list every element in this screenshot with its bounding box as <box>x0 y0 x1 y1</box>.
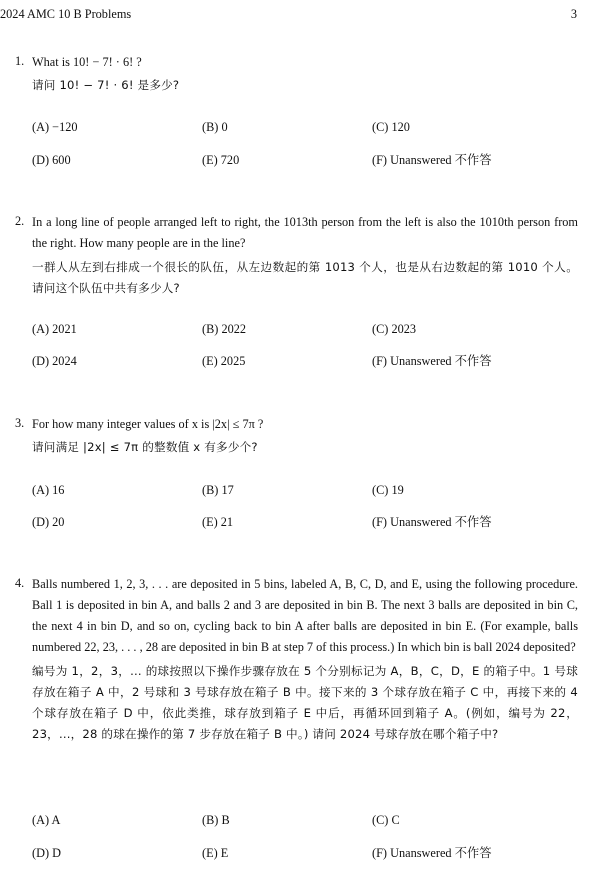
header-title: 2024 AMC 10 B Problems <box>0 7 132 21</box>
option-a[interactable]: (A) 2021 <box>32 322 77 336</box>
question-en: What is 10! − 7! · 6! ? <box>32 55 142 69</box>
question-zh: 请问 10! − 7! · 6! 是多少? <box>32 78 180 92</box>
option-a[interactable]: (A) 16 <box>32 483 65 497</box>
option-f-unanswered[interactable]: (F) Unanswered 不作答 <box>372 354 492 368</box>
option-d[interactable]: (D) D <box>32 846 62 860</box>
option-a[interactable]: (A) −120 <box>32 120 78 134</box>
option-f-unanswered[interactable]: (F) Unanswered 不作答 <box>372 515 492 529</box>
option-d[interactable]: (D) 2024 <box>32 354 77 368</box>
problem-stem <box>32 414 578 457</box>
option-f-unanswered[interactable]: (F) Unanswered 不作答 <box>372 153 492 167</box>
option-b[interactable]: (B) 17 <box>202 483 234 497</box>
problem-number: 4. <box>15 576 25 590</box>
question-en: Balls numbered 1, 2, 3, . . . are deposited in 5 bins, labeled A, B, C, D, and E, using the following procedure. Ball 1 is deposited in bin A, and balls 2 and 3 are deposited in bin B. The next 3 balls are deposited in bin C, the next 4 in bin D, and so on, cycling back to bin A after balls are deposited in bin E. (For example, balls numbered 22, 23, . . . , 28 are deposited in bin B at step 7 of this process.) In which bin is ball 2024 deposited? <box>32 577 578 654</box>
problem-stem <box>32 52 578 95</box>
problem-number: 2. <box>15 214 25 228</box>
page-header <box>0 5 577 23</box>
page-number: 3 <box>570 7 577 21</box>
problem-stem <box>32 212 578 299</box>
problem-number: 1. <box>15 54 25 68</box>
option-c[interactable]: (C) 19 <box>372 483 404 497</box>
option-b[interactable]: (B) 2022 <box>202 322 247 336</box>
question-zh: 请问满足 |2x| ≤ 7π 的整数值 x 有多少个? <box>32 440 258 454</box>
option-d[interactable]: (D) 20 <box>32 515 65 529</box>
option-b[interactable]: (B) 0 <box>202 120 228 134</box>
question-zh: 编号为 1，2，3，... 的球按照以下操作步骤存放在 5 个分别标记为 A，B，C，D，E 的箱子中。1 号球存放在箱子 A 中，2 号球和 3 号球存放在箱子 B 中。接下来的 3 个球存放在箱子 C 中，再接下来的 4 个球存放在箱子 D 中，依此类推，球存放到箱子 E 中后，再循环回到箱子 A。(例如，编号为 22，23，...，28 的球在操作的第 7 步存放在箱子 B 中。) 请问 2024 号球存放在哪个箱子中? <box>32 664 578 741</box>
option-b[interactable]: (B) B <box>202 813 230 827</box>
question-en: In a long line of people arranged left to right, the 1013th person from the left is also the 1010th person from the right. How many people are in the line? <box>32 215 578 250</box>
option-c[interactable]: (C) C <box>372 813 400 827</box>
question-en: For how many integer values of x is |2x| ≤ 7π ? <box>32 417 264 431</box>
option-e[interactable]: (E) 21 <box>202 515 234 529</box>
option-c[interactable]: (C) 120 <box>372 120 410 134</box>
problem-number: 3. <box>15 416 25 430</box>
question-zh: 一群人从左到右排成一个很长的队伍，从左边数起的第 1013 个人，也是从右边数起的第 1010 个人。请问这个队伍中共有多少人? <box>32 260 578 295</box>
option-e[interactable]: (E) 2025 <box>202 354 246 368</box>
option-f-unanswered[interactable]: (F) Unanswered 不作答 <box>372 846 492 860</box>
option-e[interactable]: (E) E <box>202 846 229 860</box>
option-d[interactable]: (D) 600 <box>32 153 71 167</box>
option-e[interactable]: (E) 720 <box>202 153 240 167</box>
option-a[interactable]: (A) A <box>32 813 61 827</box>
problem-stem <box>32 574 578 745</box>
option-c[interactable]: (C) 2023 <box>372 322 417 336</box>
